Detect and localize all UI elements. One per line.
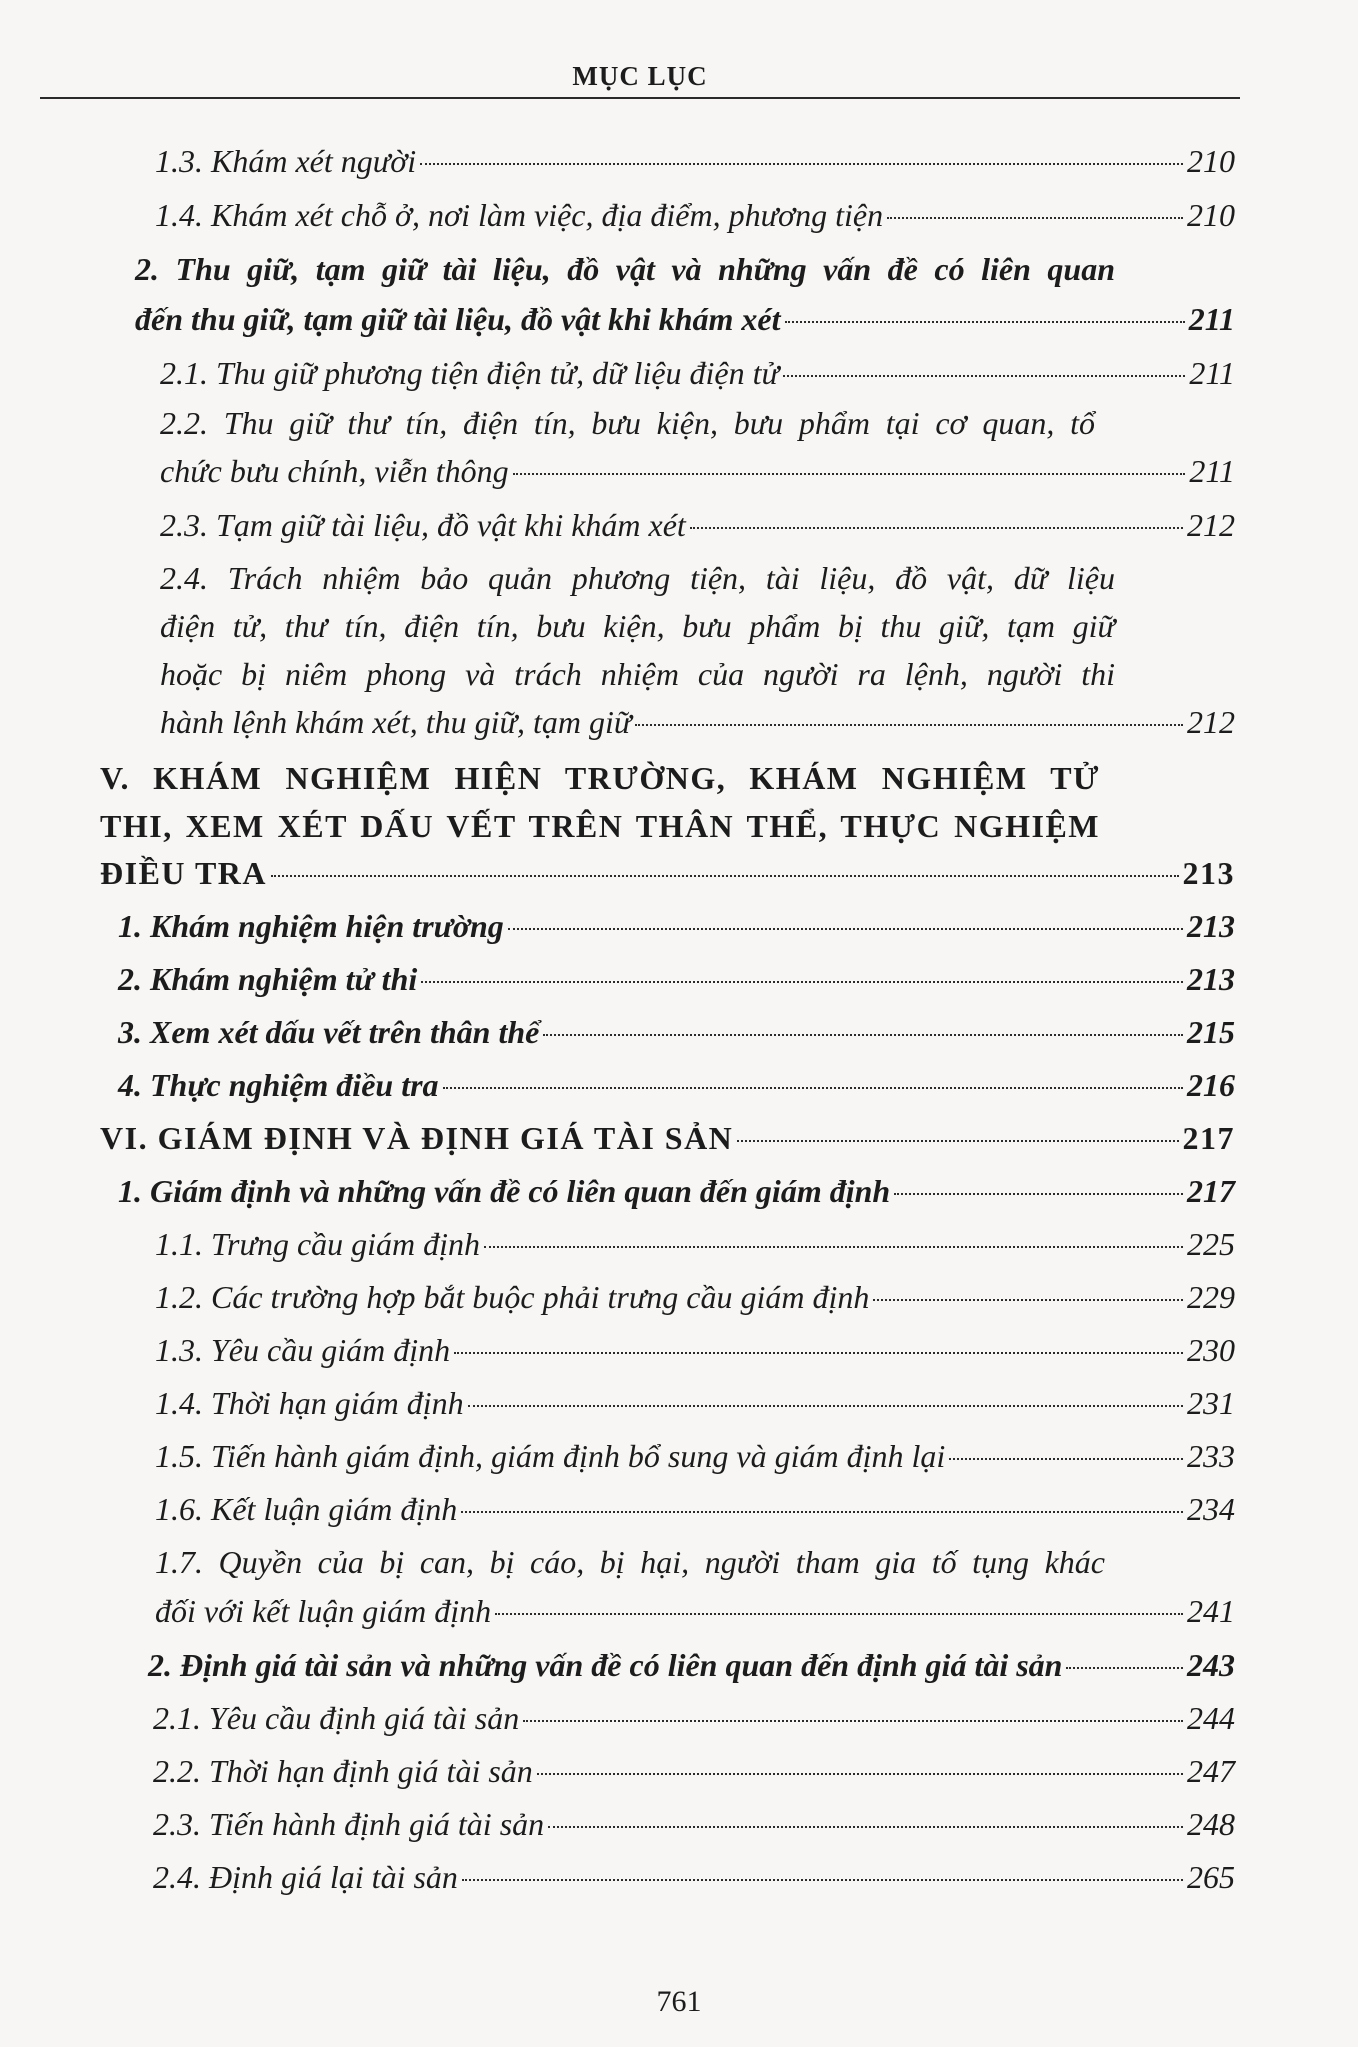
toc-entry[interactable] [118, 1168, 1235, 1214]
toc-entry[interactable] [155, 138, 1235, 184]
toc-entry[interactable] [118, 903, 1235, 949]
leader-dots [461, 1511, 1183, 1513]
toc-entry-label: 2.3. Tạm giữ tài liệu, đồ vật khi khám xét [160, 507, 686, 543]
toc-entry[interactable] [155, 1327, 1235, 1373]
toc-entry[interactable] [153, 1801, 1235, 1847]
toc-entry-page: 215 [1187, 1014, 1235, 1050]
toc-entry-label: đến thu giữ, tạm giữ tài liệu, đồ vật khi khám xét [135, 301, 781, 337]
toc-entry-label: ĐIỀU TRA [100, 855, 267, 891]
leader-dots [468, 1405, 1183, 1407]
toc-entry-page: 225 [1187, 1226, 1235, 1262]
toc-entry-label: 1. Giám định và những vấn đề có liên quan đến giám định [118, 1173, 891, 1209]
leader-dots [785, 321, 1185, 323]
toc-entry[interactable] [118, 956, 1235, 1002]
leader-dots [443, 1087, 1183, 1089]
toc-entry-page: 212 [1187, 507, 1235, 543]
toc-entry[interactable] [155, 1380, 1235, 1426]
leader-dots [894, 1193, 1183, 1195]
toc-entry-label: đối với kết luận giám định [155, 1593, 492, 1629]
toc-section-heading-line: THI, XEM XÉT DẤU VẾT TRÊN THÂN THỂ, THỰC NGHIỆM [100, 808, 1100, 844]
toc-entry-page: 234 [1187, 1491, 1235, 1527]
toc-entry[interactable] [155, 192, 1235, 238]
toc-entry-page: 230 [1187, 1332, 1235, 1368]
toc-entry[interactable] [118, 1009, 1235, 1055]
toc-entry[interactable] [160, 502, 1235, 548]
leader-dots [523, 1720, 1183, 1722]
toc-entry[interactable] [155, 1221, 1235, 1267]
leader-dots [783, 375, 1185, 377]
toc-entry-label: chức bưu chính, viễn thông [160, 453, 509, 489]
toc-entry-page: 244 [1187, 1700, 1235, 1736]
toc-entry-label-line[interactable]: 2.2. Thu giữ thư tín, điện tín, bưu kiện, bưu phẩm tại cơ quan, tổ [160, 405, 1095, 441]
toc-entry-label: 2.2. Thời hạn định giá tài sản [153, 1753, 533, 1789]
leader-dots [635, 724, 1183, 726]
toc-entry-page: 241 [1187, 1593, 1235, 1629]
toc-entry-label: 2.1. Thu giữ phương tiện điện tử, dữ liệu điện tử [160, 355, 779, 391]
header-title: MỤC LỤC [572, 61, 708, 91]
leader-dots [1066, 1667, 1183, 1669]
toc-entry-page: 211 [1189, 355, 1235, 391]
toc-entry[interactable] [148, 1642, 1235, 1688]
toc-entry-page: 212 [1187, 704, 1235, 740]
toc-entry-page: 229 [1187, 1279, 1235, 1315]
leader-dots [690, 527, 1183, 529]
leader-dots [887, 217, 1183, 219]
toc-entry[interactable] [100, 850, 1235, 896]
toc-entry-page: 210 [1187, 143, 1235, 179]
toc-entry[interactable] [160, 350, 1235, 396]
toc-entry[interactable] [135, 296, 1235, 342]
toc-entry[interactable] [155, 1588, 1235, 1634]
toc-section-heading-line[interactable]: V. KHÁM NGHIỆM HIỆN TRƯỜNG, KHÁM NGHIỆM TỬ [100, 760, 1100, 796]
toc-entry-page: 211 [1188, 301, 1235, 337]
toc-entry-label: 1.4. Thời hạn giám định [155, 1385, 464, 1421]
toc-entry-page: 210 [1187, 197, 1235, 233]
leader-dots [548, 1826, 1183, 1828]
toc-entry[interactable] [153, 1748, 1235, 1794]
toc-entry[interactable] [100, 1115, 1235, 1161]
toc-entry-label-line[interactable]: 2.4. Trách nhiệm bảo quản phương tiện, tài liệu, đồ vật, dữ liệu [160, 560, 1115, 596]
toc-entry-label: 2. Khám nghiệm tử thi [118, 961, 418, 997]
leader-dots [543, 1034, 1183, 1036]
leader-dots [513, 473, 1186, 475]
toc-entry-label: 2.1. Yêu cầu định giá tài sản [153, 1700, 520, 1736]
page-number: 761 [656, 1985, 702, 2018]
leader-dots [508, 928, 1183, 930]
toc-entry-page: 248 [1187, 1806, 1235, 1842]
toc-entry-page: 217 [1182, 1120, 1235, 1156]
toc-entry-label: 1.3. Yêu cầu giám định [155, 1332, 451, 1368]
toc-entry-label: 3. Xem xét dấu vết trên thân thể [118, 1014, 540, 1050]
leader-dots [420, 163, 1183, 165]
toc-entry-label: 1.3. Khám xét người [155, 143, 417, 179]
toc-entry[interactable] [160, 699, 1235, 745]
toc-entry-label: 1.5. Tiến hành giám định, giám định bổ sung và giám định lại [155, 1438, 946, 1474]
toc-entry-page: 243 [1187, 1647, 1235, 1683]
toc-entry-label-line[interactable]: 1.7. Quyền của bị can, bị cáo, bị hại, người tham gia tố tụng khác [155, 1544, 1105, 1580]
leader-dots [737, 1140, 1178, 1142]
running-header [40, 55, 1240, 99]
toc-entry-label: 2.4. Định giá lại tài sản [153, 1859, 458, 1895]
toc-entry-label: 1. Khám nghiệm hiện trường [118, 908, 504, 944]
toc-entry-label-line: hoặc bị niêm phong và trách nhiệm của người ra lệnh, người thi [160, 656, 1115, 692]
toc-entry[interactable] [118, 1062, 1235, 1108]
toc-entry-page: 213 [1187, 908, 1235, 944]
toc-entry-page: 247 [1187, 1753, 1235, 1789]
toc-entry[interactable] [153, 1854, 1235, 1900]
toc-entry-label: 1.6. Kết luận giám định [155, 1491, 458, 1527]
leader-dots [873, 1299, 1183, 1301]
toc-entry-page: 217 [1187, 1173, 1235, 1209]
leader-dots [421, 981, 1183, 983]
leader-dots [271, 875, 1179, 877]
toc-entry-page: 213 [1182, 855, 1235, 891]
leader-dots [454, 1352, 1183, 1354]
toc-entry-label: 2. Định giá tài sản và những vấn đề có liên quan đến định giá tài sản [148, 1647, 1063, 1683]
toc-entry[interactable] [155, 1274, 1235, 1320]
toc-entry-label: 1.2. Các trường hợp bắt buộc phải trưng cầu giám định [155, 1279, 870, 1315]
toc-entry[interactable] [155, 1433, 1235, 1479]
toc-entry[interactable] [160, 448, 1235, 494]
toc-entry-page: 265 [1187, 1859, 1235, 1895]
toc-entry[interactable] [155, 1486, 1235, 1532]
toc-entry-label: 4. Thực nghiệm điều tra [118, 1067, 439, 1103]
toc-entry-label: 2.3. Tiến hành định giá tài sản [153, 1806, 545, 1842]
toc-entry[interactable] [153, 1695, 1235, 1741]
leader-dots [949, 1458, 1183, 1460]
toc-entry-label-line: điện tử, thư tín, điện tín, bưu kiện, bưu phẩm bị thu giữ, tạm giữ [160, 608, 1115, 644]
toc-entry-label: 1.1. Trưng cầu giám định [155, 1226, 481, 1262]
toc-entry-label: 1.4. Khám xét chỗ ở, nơi làm việc, địa điểm, phương tiện [155, 197, 884, 233]
toc-entry-page: 213 [1187, 961, 1235, 997]
toc-entry-label: hành lệnh khám xét, thu giữ, tạm giữ [160, 704, 632, 740]
toc-entry-page: 216 [1187, 1067, 1235, 1103]
leader-dots [537, 1773, 1183, 1775]
toc-entry-page: 211 [1189, 453, 1235, 489]
toc-entry-page: 231 [1187, 1385, 1235, 1421]
leader-dots [495, 1613, 1183, 1615]
leader-dots [484, 1246, 1183, 1248]
toc-entry-label: VI. GIÁM ĐỊNH VÀ ĐỊNH GIÁ TÀI SẢN [100, 1120, 734, 1156]
toc-entry-label-line[interactable]: 2. Thu giữ, tạm giữ tài liệu, đồ vật và những vấn đề có liên quan [135, 251, 1115, 287]
leader-dots [462, 1879, 1183, 1881]
toc-entry-page: 233 [1187, 1438, 1235, 1474]
